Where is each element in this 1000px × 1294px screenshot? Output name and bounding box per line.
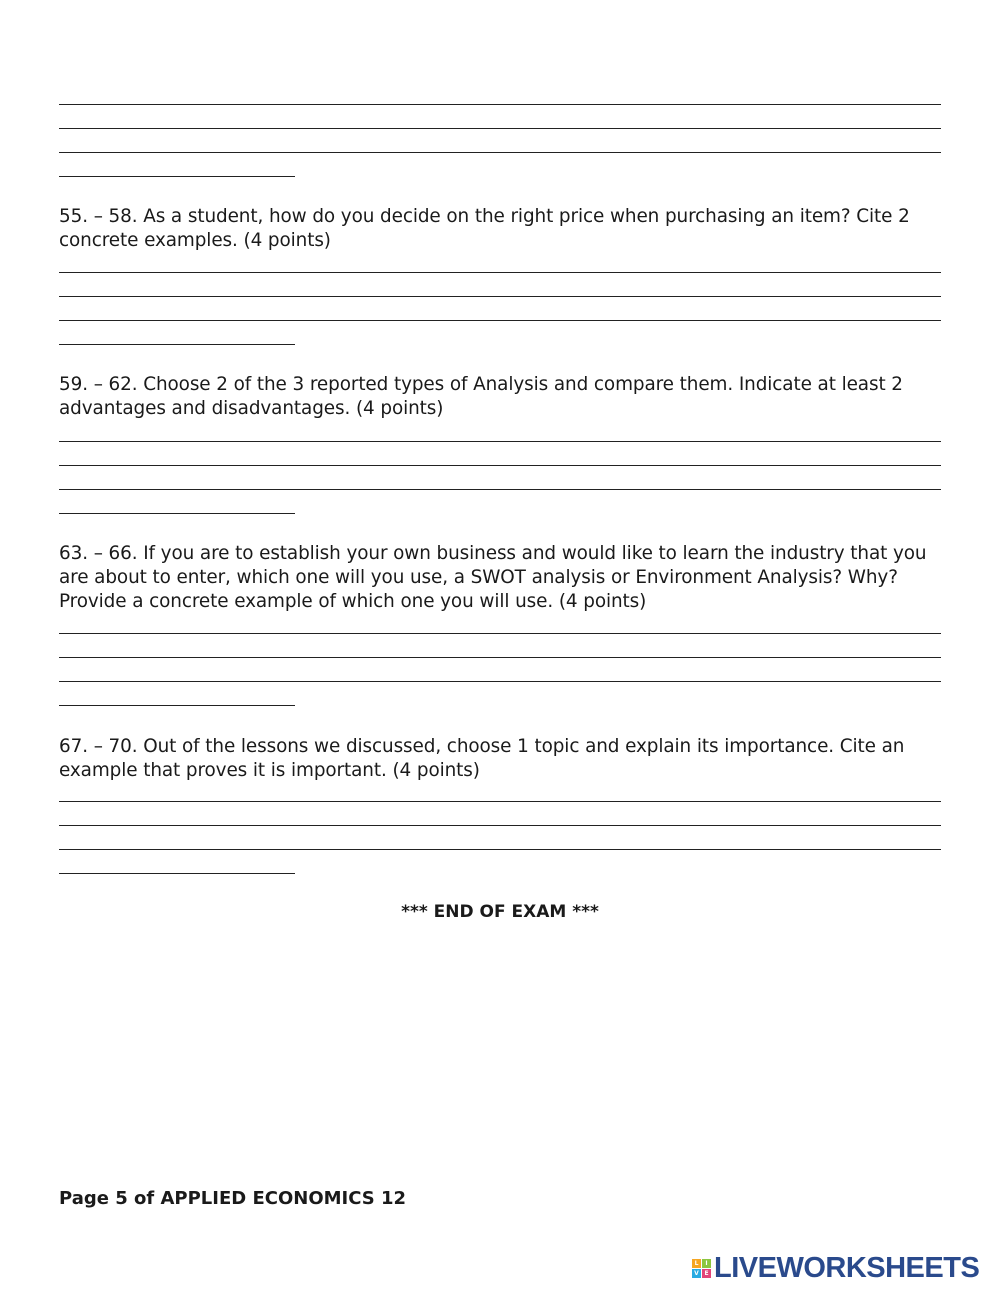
liveworksheets-icon — [692, 1259, 711, 1278]
answer-line[interactable] — [59, 344, 295, 345]
answer-line[interactable] — [59, 513, 295, 514]
liveworksheets-wordmark: LIVEWORKSHEETS — [714, 1252, 980, 1284]
logo-letter: E — [702, 1269, 711, 1278]
answer-line[interactable] — [59, 633, 941, 634]
question-55-58: 55. – 58. As a student, how do you decide on the right price when purchasing an item? Cite 2 concrete examples. (4 points) — [59, 206, 910, 251]
question-67-70: 67. – 70. Out of the lessons we discussed, choose 1 topic and explain its importance. Cite an example that proves it is important. (4 points) — [59, 736, 905, 781]
logo-letter: I — [702, 1259, 711, 1268]
answer-line[interactable] — [59, 681, 941, 682]
answer-line[interactable] — [59, 825, 941, 826]
answer-line[interactable] — [59, 296, 941, 297]
answer-line[interactable] — [59, 705, 295, 706]
answer-line[interactable] — [59, 849, 941, 850]
question-59-62: 59. – 62. Choose 2 of the 3 reported types of Analysis and compare them. Indicate at least 2 advantages and disadvantages. (4 points) — [59, 374, 903, 419]
answer-line[interactable] — [59, 320, 941, 321]
answer-line[interactable] — [59, 441, 941, 442]
liveworksheets-logo[interactable] — [692, 1252, 979, 1285]
logo-letter: L — [692, 1259, 701, 1268]
answer-line[interactable] — [59, 152, 941, 153]
answer-line[interactable] — [59, 272, 941, 273]
answer-line[interactable] — [59, 873, 295, 874]
answer-line[interactable] — [59, 465, 941, 466]
answer-line[interactable] — [59, 489, 941, 490]
answer-line[interactable] — [59, 128, 941, 129]
answer-line[interactable] — [59, 104, 941, 105]
page-footer: Page 5 of APPLIED ECONOMICS 12 — [59, 1188, 407, 1209]
logo-letter: V — [692, 1269, 701, 1278]
question-63-66: 63. – 66. If you are to establish your own business and would like to learn the industry that you are about to enter, which one will you use, a SWOT analysis or Environment Analysis? Why? Provide a concrete example of which one you will use. (4 points) — [59, 543, 927, 612]
answer-line[interactable] — [59, 176, 295, 177]
answer-line[interactable] — [59, 657, 941, 658]
end-of-exam: *** END OF EXAM *** — [401, 902, 599, 922]
answer-line[interactable] — [59, 801, 941, 802]
